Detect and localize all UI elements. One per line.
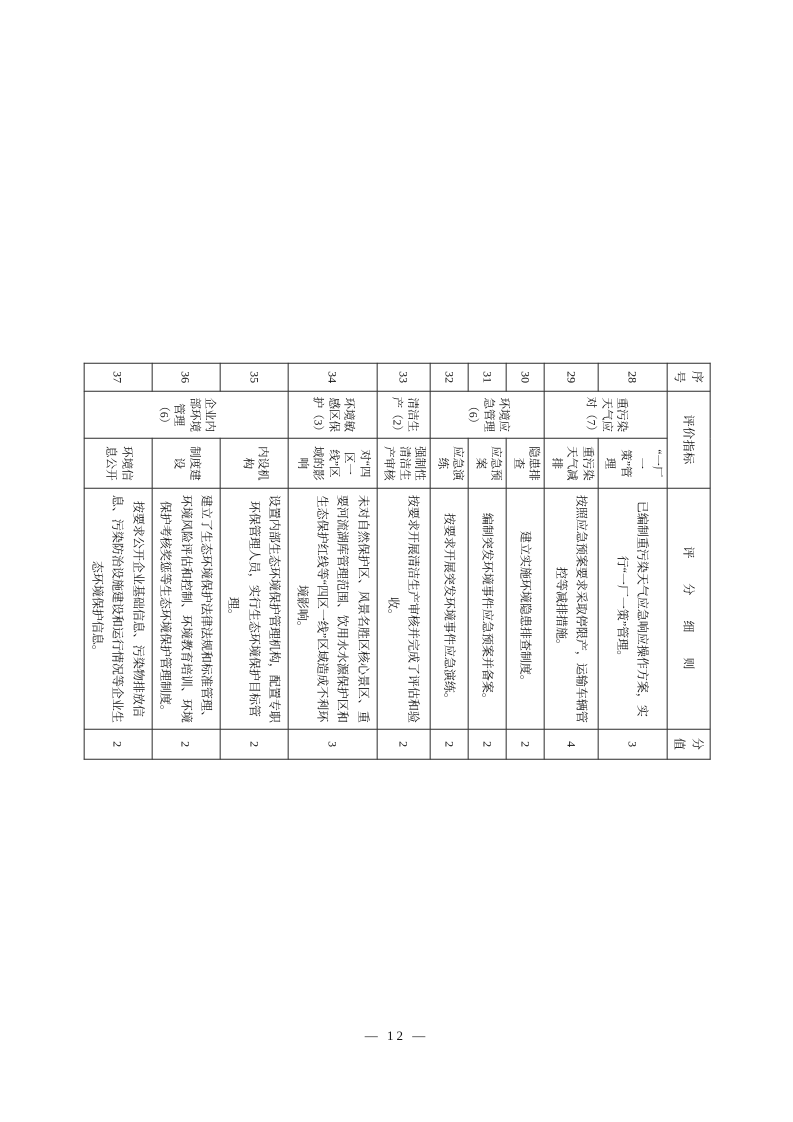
cell-sub: 应急演练 — [430, 439, 468, 489]
cell-score: 2 — [506, 730, 544, 759]
table-body — [83, 363, 709, 759]
cell-rule: 按要求开展突发环境事件应急演练。 — [430, 488, 468, 729]
cell-seq: 32 — [430, 363, 468, 391]
table-header-row — [667, 363, 710, 759]
table-row — [598, 363, 667, 759]
cell-sub: “一厂一策”管理 — [598, 439, 667, 489]
cell-score: 4 — [544, 730, 598, 759]
cell-sub: 环境信息公开 — [83, 439, 151, 489]
cell-seq: 31 — [468, 363, 506, 391]
evaluation-table — [83, 363, 710, 760]
cell-rule: 未对自然保护区、风景名胜区核心景区、重要河流湖库管理范围、饮用水水源保护区和生态保护红线等“四区一线”区域造成不利环境影响。 — [288, 488, 377, 729]
page-number: — 12 — — [364, 1028, 429, 1043]
cell-rule: 建立了生态环境保护法律法规和标准管理、环境风险评估和控制、环境教育培训、环境保护考核奖惩等生态环境保护管理制度。 — [152, 488, 220, 729]
cell-rule: 设置内部生态环境保护管理机构，配置专职环保管理人员，实行生态环境保护目标管理。 — [220, 488, 288, 729]
cell-rule: 已编制重污染天气应急响应操作方案，实行“一厂一策”管理。 — [598, 488, 667, 729]
cell-seq: 37 — [83, 363, 151, 391]
cell-sub: 隐患排查 — [506, 439, 544, 489]
cell-seq: 35 — [220, 363, 288, 391]
cell-index: 企业内部环境管理（6） — [83, 391, 288, 438]
cell-sub: 制度建设 — [152, 439, 220, 489]
cell-sub: 对“四区一线”区域的影响 — [288, 439, 377, 489]
cell-sub: 重污染天气减排 — [544, 439, 598, 489]
cell-rule: 按照应急预案要求采取停限产，运输车辆管控等减排措施。 — [544, 488, 598, 729]
table-row — [288, 363, 377, 759]
cell-index: 清洁生产（2） — [376, 391, 430, 438]
cell-index: 重污染天气应对（7） — [544, 391, 667, 438]
cell-seq: 34 — [288, 363, 377, 391]
cell-seq: 33 — [376, 363, 430, 391]
rotated-table-wrapper — [83, 363, 710, 760]
cell-rule: 按要求开展清洁生产审核并完成了评估和验收。 — [376, 488, 430, 729]
cell-rule: 编制突发环境事件应急预案并备案。 — [468, 488, 506, 729]
cell-score: 2 — [220, 730, 288, 759]
header-rule: 评 分 细 则 — [667, 488, 710, 729]
cell-score: 2 — [152, 730, 220, 759]
cell-seq: 30 — [506, 363, 544, 391]
table-row — [220, 363, 288, 759]
header-score: 分值 — [667, 730, 710, 759]
table-row — [506, 363, 544, 759]
cell-score: 2 — [83, 730, 151, 759]
cell-sub: 强制性清洁生产审核 — [376, 439, 430, 489]
header-seq: 序号 — [667, 363, 710, 391]
cell-sub: 应急预案 — [468, 439, 506, 489]
cell-score: 2 — [468, 730, 506, 759]
cell-seq: 28 — [598, 363, 667, 391]
cell-sub: 内设机构 — [220, 439, 288, 489]
cell-seq: 29 — [544, 363, 598, 391]
cell-score: 2 — [376, 730, 430, 759]
header-index: 评价指标 — [667, 391, 710, 488]
cell-score: 3 — [598, 730, 667, 759]
cell-seq: 36 — [152, 363, 220, 391]
cell-score: 2 — [430, 730, 468, 759]
cell-score: 3 — [288, 730, 377, 759]
cell-index: 环境应急管理（6） — [430, 391, 544, 438]
cell-rule: 按要求公开企业基础信息、污染物排放信息、污染防治设施建设和运行情况等企业生态环境保护信息。 — [83, 488, 151, 729]
cell-rule: 建立实施环境隐患排查制度。 — [506, 488, 544, 729]
table-row — [376, 363, 430, 759]
cell-index: 环境敏感区保护（3） — [288, 391, 377, 438]
